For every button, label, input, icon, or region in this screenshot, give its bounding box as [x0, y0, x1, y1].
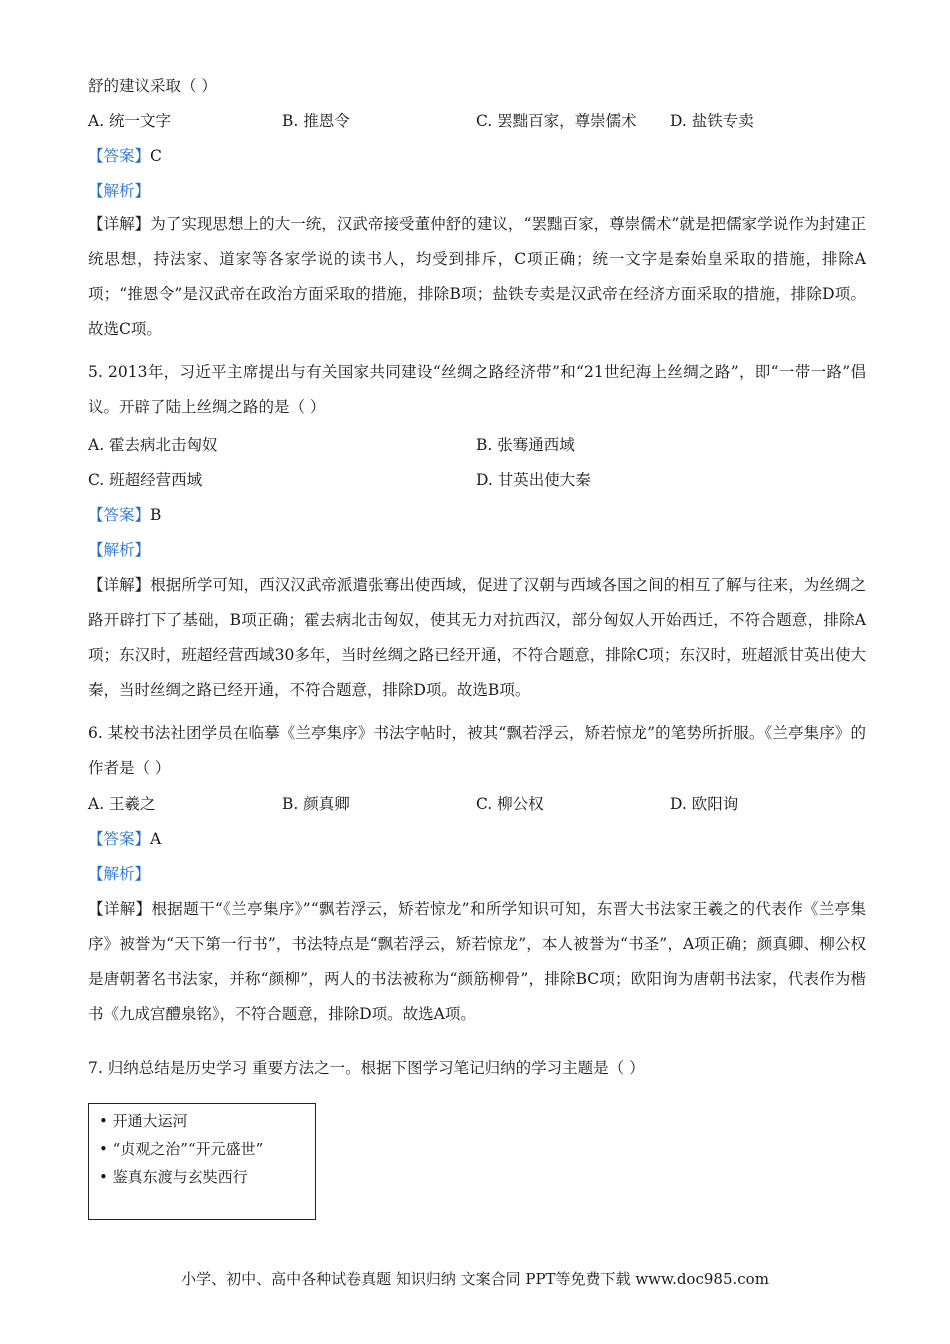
q6-detail [88, 892, 866, 1032]
answer-label: 【答案】 [88, 147, 151, 165]
q4-detail [88, 207, 866, 347]
q5-stem: 5. 2013年，习近平主席提出与有关国家共同建设“丝绸之路经济带”和“21世纪海上丝绸之路”，即“一带一路”倡议。开辟了陆上丝绸之路的是（ ） [88, 363, 866, 416]
detail-label: 【详解】 [88, 215, 151, 233]
q5-option-c: C. 班超经营西域 [88, 471, 203, 489]
answer-label: 【答案】 [88, 830, 151, 848]
q4-option-a: A. 统一文字 [88, 112, 172, 130]
q4-option-c: C. 罢黜百家，尊崇儒术 [476, 112, 637, 130]
answer-label: 【答案】 [88, 506, 151, 524]
q4-answer [88, 145, 162, 167]
q4-option-d: D. 盐铁专卖 [670, 112, 754, 130]
q5-option-d: D. 甘英出使大秦 [476, 471, 591, 489]
q5-option-a: A. 霍去病北击匈奴 [88, 436, 218, 454]
study-notes-box [88, 1103, 316, 1220]
q5-options-row2 [88, 469, 868, 491]
q5-options-row1 [88, 434, 868, 456]
q6-option-d: D. 欧阳询 [670, 795, 739, 813]
q6-detail-text: 根据题干“《兰亭集序》”“飘若浮云，矫若惊龙”和所学知识可知，东晋大书法家王羲之的代表作《兰亭集序》被誉为“天下第一行书”，书法特点是“飘若浮云，矫若惊龙”，本人被誉为“书圣”，A项正确；颜真卿、柳公权是唐朝著名书法家，并称“颜柳”，两人的书法被称为“颜筋柳骨”，排除BC项；欧阳询为唐朝书法家，代表作为楷书《九成宫醴泉铭》，不符合题意，排除D项。故选A项。 [88, 900, 866, 1023]
q6-option-b: B. 颜真卿 [282, 795, 350, 813]
q4-analysis-label: 【解析】 [88, 182, 151, 200]
q7-stem: 7. 归纳总结是历史学习 重要方法之一。根据下图学习笔记归纳的学习主题是（ ） [88, 1059, 645, 1077]
q6-answer [88, 828, 161, 850]
q4-answer-value: C [150, 147, 162, 165]
q4-option-b: B. 推恩令 [282, 112, 350, 130]
q5-option-b: B. 张骞通西域 [476, 436, 575, 454]
q4-options [88, 110, 868, 132]
note-item: • “贞观之治”“开元盛世” [99, 1140, 264, 1158]
q5-detail [88, 568, 866, 708]
q6-option-a: A. 王羲之 [88, 795, 156, 813]
note-item: • 鉴真东渡与玄奘西行 [99, 1168, 248, 1186]
q6-options [88, 793, 868, 815]
q6-stem: 6. 某校书法社团学员在临摹《兰亭集序》书法字帖时，被其“飘若浮云，矫若惊龙”的笔势所折服。《兰亭集序》的作者是（ ） [88, 724, 866, 777]
q4-stem: 舒的建议采取（ ） [88, 77, 217, 95]
detail-label: 【详解】 [88, 576, 151, 594]
page-footer: 小学、初中、高中各种试卷真题 知识归纳 文案合同 PPT等免费下载 www.doc985.com [181, 1270, 769, 1288]
q5-answer-value: B [150, 506, 162, 524]
q4-detail-text: 为了实现思想上的大一统，汉武帝接受董仲舒的建议，“罢黜百家，尊崇儒术”就是把儒家学说作为封建正统思想，持法家、道家等各家学说的读书人，均受到排斥，C项正确；统一文字是秦始皇采取的措施，排除A项；“推恩令”是汉武帝在政治方面采取的措施，排除B项；盐铁专卖是汉武帝在经济方面采取的措施，排除D项。故选C项。 [88, 215, 866, 338]
q6-answer-value: A [150, 830, 162, 848]
q5-detail-text: 根据所学可知，西汉汉武帝派遣张骞出使西域，促进了汉朝与西域各国之间的相互了解与往来，为丝绸之路开辟打下了基础，B项正确；霍去病北击匈奴，使其无力对抗西汉，部分匈奴人开始西迁，不符合题意，排除A项；东汉时，班超经营西域30多年，当时丝绸之路已经开通，不符合题意，排除C项；东汉时，班超派甘英出使大秦，当时丝绸之路已经开通，不符合题意，排除D项。故选B项。 [88, 576, 866, 699]
note-item: • 开通大运河 [99, 1112, 188, 1130]
detail-label: 【详解】 [88, 900, 152, 918]
q5-answer [88, 504, 161, 526]
q6-analysis-label: 【解析】 [88, 865, 151, 883]
q6-option-c: C. 柳公权 [476, 795, 544, 813]
q5-analysis-label: 【解析】 [88, 541, 151, 559]
